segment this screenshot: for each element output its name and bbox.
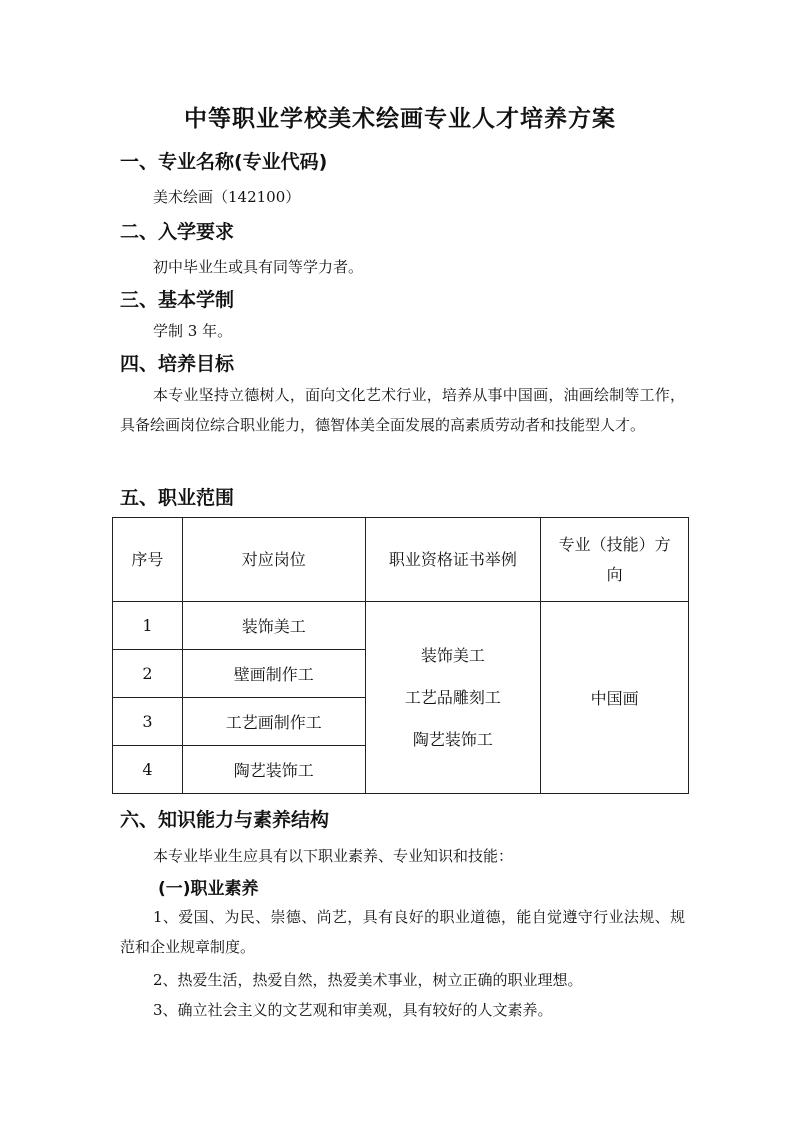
- cell-certificates: [365, 602, 541, 794]
- section-2-heading: 二、入学要求: [120, 221, 235, 243]
- section-6-subheading: (一)职业素养: [158, 879, 259, 899]
- header-serial: 序号: [113, 518, 183, 602]
- cell-post: 装饰美工: [182, 602, 365, 650]
- cell-serial: 2: [113, 650, 183, 698]
- section-5-heading: 五、职业范围: [120, 487, 235, 509]
- section-6-heading: 六、知识能力与素养结构: [120, 809, 330, 831]
- table-row: [113, 602, 689, 650]
- section-2-text: 初中毕业生或具有同等学力者。: [153, 258, 364, 276]
- section-6-item: 3、确立社会主义的文艺观和审美观，具有较好的人文素养。: [153, 1001, 553, 1019]
- section-6-item: 2、热爱生活，热爱自然，热爱美术事业，树立正确的职业理想。: [153, 971, 583, 989]
- table-header-row: [113, 518, 689, 602]
- section-1-heading: 一、专业名称(专业代码): [120, 151, 328, 173]
- certificate-item: 装饰美工: [420, 645, 485, 665]
- section-6-item: 1、爱国、为民、崇德、尚艺，具有良好的职业道德，能自觉遵守行业法规、规范和企业规章制度。: [120, 908, 685, 956]
- cell-direction: 中国画: [541, 602, 689, 794]
- cell-serial: 3: [113, 698, 183, 746]
- cell-post: 工艺画制作工: [182, 698, 365, 746]
- cell-post: 壁画制作工: [182, 650, 365, 698]
- section-6-intro: 本专业毕业生应具有以下职业素养、专业知识和技能：: [153, 847, 514, 865]
- occupation-table: [112, 517, 689, 794]
- cell-serial: 4: [113, 746, 183, 794]
- cell-post: 陶艺装饰工: [182, 746, 365, 794]
- header-post: 对应岗位: [182, 518, 365, 602]
- header-certificate: 职业资格证书举例: [365, 518, 541, 602]
- section-3-heading: 三、基本学制: [120, 289, 235, 311]
- certificate-item: 陶艺装饰工: [412, 729, 493, 749]
- section-3-text: 学制 3 年。: [153, 322, 233, 340]
- section-1-text: 美术绘画（142100）: [153, 188, 301, 206]
- certificate-item: 工艺品雕刻工: [404, 687, 501, 707]
- section-4-text: 本专业坚持立德树人，面向文化艺术行业，培养从事中国画，油画绘制等工作，具备绘画岗位综合职业能力，德智体美全面发展的高素质劳动者和技能型人才。: [120, 386, 685, 434]
- page-title: 中等职业学校美术绘画专业人才培养方案: [184, 106, 616, 132]
- cell-serial: 1: [113, 602, 183, 650]
- header-direction: 专业（技能）方向: [541, 518, 689, 602]
- section-4-heading: 四、培养目标: [120, 353, 235, 375]
